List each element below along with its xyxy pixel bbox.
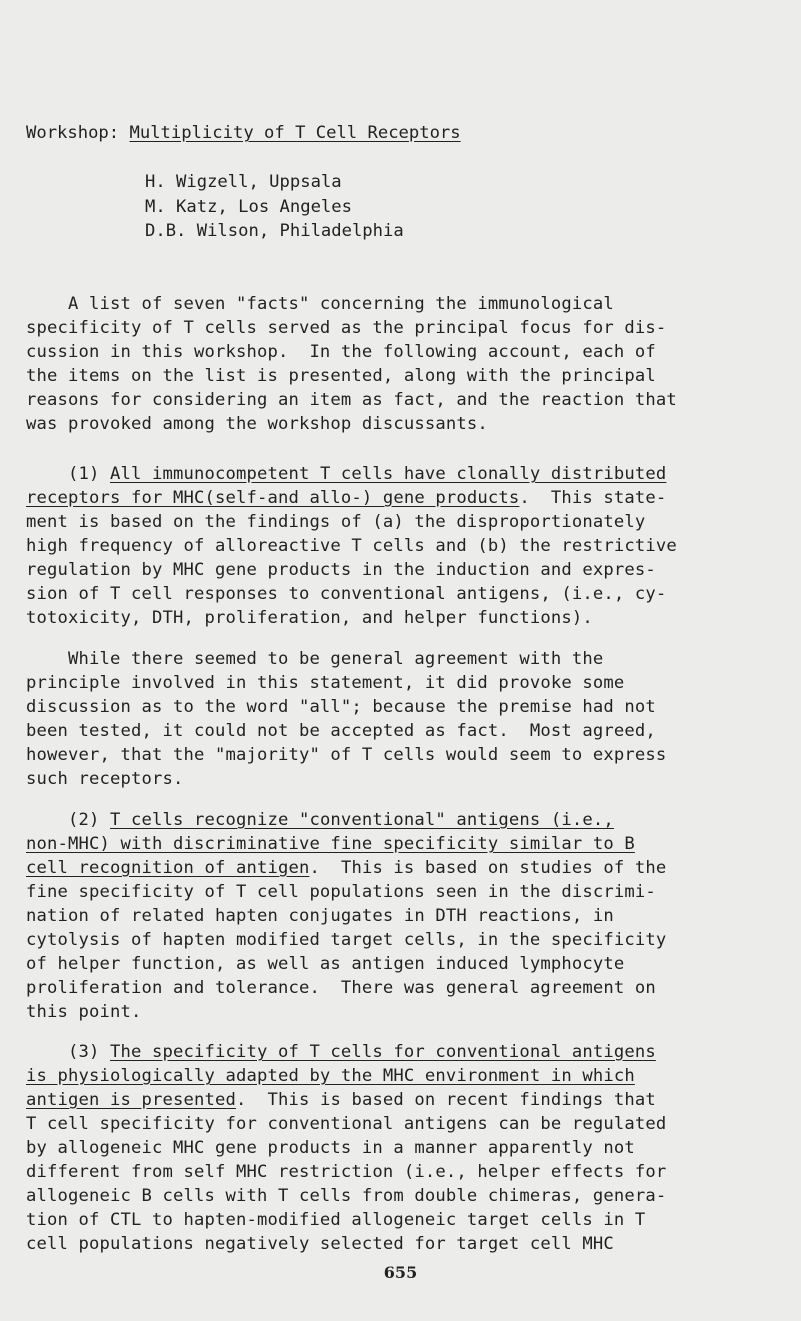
item3-statement: antigen is presented	[26, 1090, 236, 1110]
discussion-line: While there seemed to be general agreement with the	[26, 649, 604, 669]
item3-line: (3) The specificity of T cells for conventional antigens	[26, 1042, 656, 1062]
intro-line: reasons for considering an item as fact, and the reaction that	[26, 390, 677, 410]
item1-statement: All immunocompetent T cells have clonally distributed	[109, 464, 667, 484]
item3-line: tion of CTL to hapten-modified allogeneic target cells in T	[26, 1210, 646, 1230]
intro-line: cussion in this workshop. In the following account, each of	[26, 342, 656, 362]
item1-line: high frequency of alloreactive T cells and (b) the restrictive	[26, 536, 677, 556]
item2-line	[26, 832, 635, 856]
item2-line: of helper function, as well as antigen induced lymphocyte	[26, 954, 625, 974]
item1-line: (1) All immunocompetent T cells have clonally distributed	[26, 464, 667, 484]
intro-line: the items on the list is presented, along with the principal	[26, 366, 656, 386]
item1-statement: receptors for MHC(self-and allo-) gene products	[26, 488, 520, 508]
item3-line: cell populations negatively selected for target cell MHC	[26, 1234, 614, 1254]
item1-line: receptors for MHC(self-and allo-) gene products. This state-	[26, 488, 667, 508]
item1-line: regulation by MHC gene products in the induction and expres-	[26, 560, 656, 580]
discussion-line: principle involved in this statement, it did provoke some	[26, 673, 625, 693]
item2-statement: cell recognition of antigen	[26, 858, 310, 878]
page-number: 655	[383, 1263, 418, 1282]
discussion-line: been tested, it could not be accepted as fact. Most agreed,	[26, 721, 656, 741]
item2-statement: T cells recognize "conventional" antigens (i.e.,	[109, 810, 614, 830]
item2-line: fine specificity of T cell populations seen in the discrimi-	[26, 882, 656, 902]
workshop-title: Multiplicity of T Cell Receptors	[129, 123, 461, 143]
item2-line: cytolysis of hapten modified target cells, in the specificity	[26, 930, 667, 950]
workshop-heading	[26, 121, 461, 145]
item2-statement: non-MHC) with discriminative fine specificity similar to B	[26, 834, 635, 854]
item2-line: this point.	[26, 1002, 142, 1022]
item3-statement: The specificity of T cells for conventional antigens	[109, 1042, 656, 1062]
discussion-line: such receptors.	[26, 769, 184, 789]
item2-line: cell recognition of antigen. This is based on studies of the	[26, 858, 667, 878]
item3-line: T cell specificity for conventional antigens can be regulated	[26, 1114, 667, 1134]
item3-line: different from self MHC restriction (i.e., helper effects for	[26, 1162, 667, 1182]
item1-line: totoxicity, DTH, proliferation, and helper functions).	[26, 608, 593, 628]
workshop-label: Workshop:	[26, 123, 120, 143]
item1-line: ment is based on the findings of (a) the disproportionately	[26, 512, 646, 532]
item2-line: proliferation and tolerance. There was general agreement on	[26, 978, 656, 998]
discussion-line: discussion as to the word "all"; because the premise had not	[26, 697, 656, 717]
item3-line: by allogeneic MHC gene products in a manner apparently not	[26, 1138, 635, 1158]
intro-line: specificity of T cells served as the principal focus for dis-	[26, 318, 667, 338]
author-3: D.B. Wilson, Philadelphia	[145, 221, 404, 241]
author-2: M. Katz, Los Angeles	[145, 196, 352, 217]
discussion-line: however, that the "majority" of T cells would seem to express	[26, 745, 667, 765]
intro-line: was provoked among the workshop discussants.	[26, 414, 488, 434]
author-1: H. Wigzell, Uppsala	[145, 172, 342, 192]
item2-line: nation of related hapten conjugates in DTH reactions, in	[26, 906, 614, 926]
item3-line: antigen is presented. This is based on recent findings that	[26, 1090, 656, 1110]
intro-line: A list of seven "facts" concerning the immunological	[26, 294, 614, 314]
item1-line: sion of T cell responses to conventional antigens, (i.e., cy-	[26, 584, 667, 604]
item2-line: (2) T cells recognize "conventional" antigens (i.e.,	[26, 810, 614, 830]
item3-line: allogeneic B cells with T cells from double chimeras, genera-	[26, 1186, 667, 1206]
author-list	[145, 170, 404, 244]
item3-statement: is physiologically adapted by the MHC environment in which	[26, 1066, 635, 1086]
item3-line	[26, 1064, 635, 1088]
